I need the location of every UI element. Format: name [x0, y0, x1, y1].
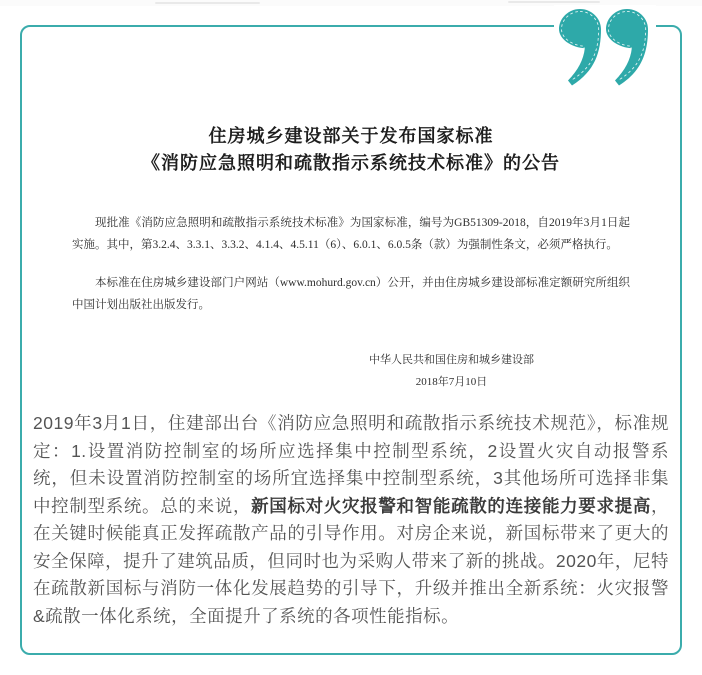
- doc-title-line2: 《消防应急照明和疏散指示系统技术标准》的公告: [142, 153, 560, 173]
- quote-icon-svg: [558, 8, 652, 88]
- artifact-dash: [155, 2, 260, 4]
- quote-glyph: [559, 9, 601, 86]
- doc-title-line1: 住房城乡建设部关于发布国家标准: [208, 126, 494, 146]
- content-card: [20, 25, 682, 655]
- doc-paragraph-2: 本标准在住房城乡建设部门户网站（www.mohurd.gov.cn）公开，并由住房城乡建设部标准定额研究所组织中国计划出版社出版发行。: [72, 277, 630, 311]
- doc-paragraph-1: 现批准《消防应急照明和疏散指示系统技术标准》为国家标准，编号为GB51309-2018，自2019年3月1日起实施。其中，第3.2.4、3.3.1、3.3.2、4.1.4、4.5.11（6）、6.0.1、6.0.5条（款）为强制性条文，必须严格执行。: [72, 217, 630, 251]
- article-text-bold: 新国标对火灾报警和智能疏散的连接能力要求提高: [251, 495, 652, 516]
- doc-signature: [369, 349, 534, 393]
- doc-date: 2018年7月10日: [415, 376, 488, 388]
- article-text-1: 2019年3月1日，住建部出台《消防应急照明和疏散指示系统技术规范》，标准规定：1.设置消防控制室的场所应选择集中控制型系统，2设置火灾自动报警系统，但未设置消防控制室的场所宜选择集中控制型系统，3其他场所可选择非集中控制型系统。总的来说，: [33, 413, 669, 516]
- doc-signer: 中华人民共和国住房和城乡建设部: [369, 354, 534, 366]
- quote-glyph: [606, 9, 648, 86]
- closing-quote-icon: [554, 5, 656, 91]
- article-paragraph: [33, 410, 669, 630]
- artifact-dash: [508, 1, 600, 3]
- article-text-2: ，在关键时候能真正发挥疏散产品的引导作用。对房企来说，新国标带来了更大的安全保障，提升了建筑品质，但同时也为采购人带来了新的挑战。2020年，尼特在疏散新国标与消防一体化发展趋势的引导下，升级并推出全新系统：火灾报警&疏散一体化系统，全面提升了系统的各项性能指标。: [33, 495, 670, 626]
